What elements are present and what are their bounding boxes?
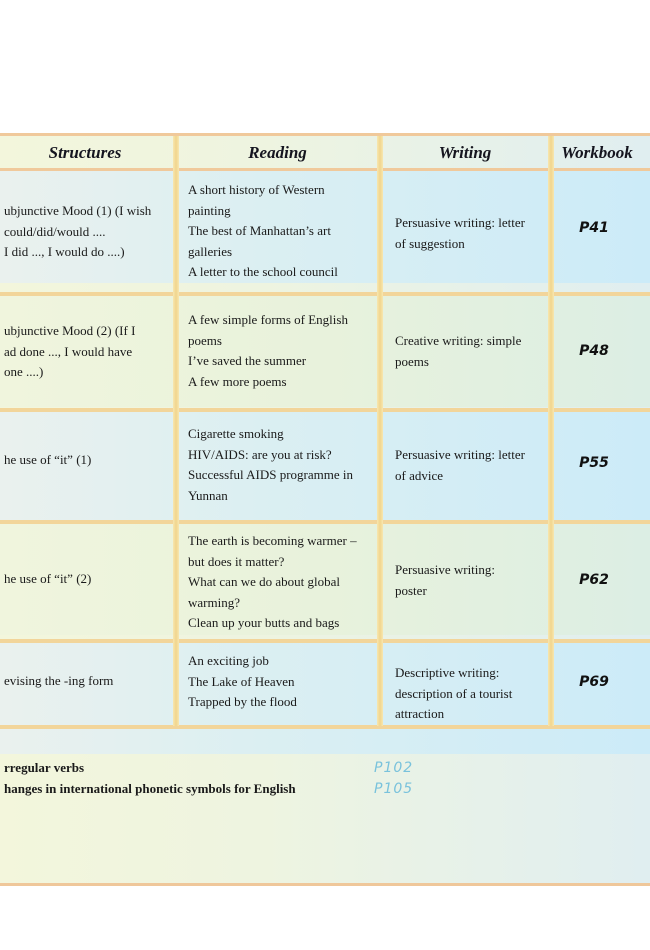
reading-cell: A few simple forms of English poems I’ve saved the summer A few more poems	[188, 312, 348, 389]
writing-cell: Persuasive writing: letter of advice	[395, 447, 525, 483]
reading-cell: The earth is becoming warmer – but does it matter? What can we do about global warming? Clean up your butts and bags	[188, 533, 357, 631]
structures-cell: he use of “it” (1)	[4, 452, 92, 467]
column-divider	[173, 136, 179, 726]
structures-cell: evising the -ing form	[4, 673, 114, 688]
reading-cell: Cigarette smoking HIV/AIDS: are you at risk? Successful AIDS programme in Yunnan	[188, 426, 354, 503]
appendix-label: hanges in international phonetic symbols for English	[4, 781, 296, 796]
workbook-page: P41	[579, 220, 609, 236]
structures-cell: he use of “it” (2)	[4, 571, 92, 586]
header-writing: Writing	[438, 143, 492, 162]
workbook-page: P69	[579, 674, 609, 690]
writing-cell: Descriptive writing: description of a tourist attraction	[395, 665, 513, 722]
writing-cell: Creative writing: simple poems	[395, 333, 522, 369]
header-workbook: Workbook	[561, 143, 633, 162]
column-divider	[377, 136, 383, 726]
workbook-page: P62	[579, 572, 609, 588]
structures-cell: ubjunctive Mood (1) (I wish could/did/would .... I did ..., I would do ....)	[4, 203, 152, 260]
writing-cell: Persuasive writing: poster	[395, 562, 496, 598]
appendix-page: P105	[374, 781, 414, 797]
workbook-page: P55	[579, 455, 609, 471]
workbook-page: P48	[579, 343, 609, 359]
reading-cell: A short history of Western painting The best of Manhattan’s art galleries A letter to the school council	[188, 182, 338, 280]
appendix-page: P102	[374, 760, 414, 776]
header-structures: Structures	[48, 143, 122, 162]
appendix-label: rregular verbs	[4, 760, 85, 775]
writing-cell: Persuasive writing: letter of suggestion	[395, 215, 525, 251]
header-reading: Reading	[248, 143, 307, 162]
reading-cell: An exciting job The Lake of Heaven Trapped by the flood	[188, 653, 297, 710]
structures-cell: ubjunctive Mood (2) (If I ad done ..., I would have one ....)	[4, 323, 136, 380]
